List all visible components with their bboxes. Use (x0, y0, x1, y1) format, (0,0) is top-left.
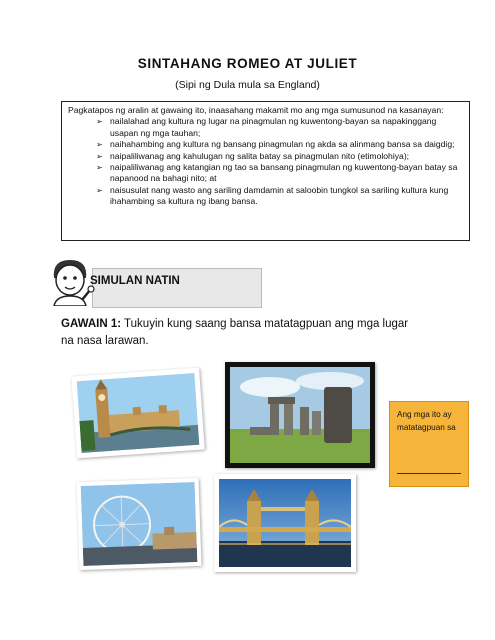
answer-blank-line[interactable] (397, 473, 461, 474)
banner-box (92, 268, 262, 308)
list-item: ➢ naihahambing ang kultura ng bansang pinagmulan ng akda sa alinmang bansa sa daigdig; (96, 139, 455, 150)
photo-london-eye (77, 478, 202, 570)
list-item: ➢ nailalahad ang kultura ng lugar na pinagmulan ng kuwentong-bayan sa napakinggang usapan ng mga tauhan; (96, 116, 437, 138)
list-item: ➢ naipaliliwanag ang katangian ng tao sa bansang pinagmulan ng kuwentong-bayan batay sa napanood na bahagi nito; at (96, 162, 458, 184)
activity-label: GAWAIN 1: (61, 318, 122, 330)
arrow-bullet-icon: ➢ (96, 117, 103, 127)
arrow-bullet-icon: ➢ (96, 140, 103, 150)
page-title: SINTAHANG ROMEO AT JULIET (137, 56, 358, 71)
photo-tower-bridge (214, 474, 356, 572)
big-ben-image (77, 373, 200, 453)
page-subtitle: (Sipi ng Dula mula sa England) (175, 79, 320, 91)
activity-text: Tukuyin kung saang bansa matatagpuan ang mga lugar na nasa larawan. (61, 318, 409, 347)
arrow-bullet-icon: ➢ (96, 163, 103, 173)
objectives-list (68, 116, 463, 207)
list-item: ➢ naisusulat nang wasto ang sariling damdamin at saloobin tungkol sa sariling kultura kung ihahambing sa kultura ng ibang bansa. (96, 184, 449, 207)
banner-label: SIMULAN NATIN (90, 275, 180, 287)
list-item: ➢ naipaliliwanag ang kahulugan ng salita batay sa pinagmulan nito (etimolohiya); (96, 150, 410, 161)
stonehenge-image (230, 367, 370, 463)
answer-prompt: Ang mga ito ay matatagpuan sa (397, 410, 456, 432)
answer-box[interactable] (389, 401, 469, 487)
photo-stonehenge (225, 362, 375, 468)
objectives-box (61, 101, 470, 241)
objectives-intro: Pagkatapos ng aralin at gawaing ito, inaasahang makamit mo ang mga sumusunod na kasanayan: (68, 105, 444, 115)
london-eye-image (81, 482, 198, 566)
activity-instruction (61, 316, 421, 350)
arrow-bullet-icon: ➢ (96, 185, 103, 195)
arrow-bullet-icon: ➢ (96, 151, 103, 161)
photo-big-ben (71, 368, 204, 459)
tower-bridge-image (219, 479, 351, 567)
